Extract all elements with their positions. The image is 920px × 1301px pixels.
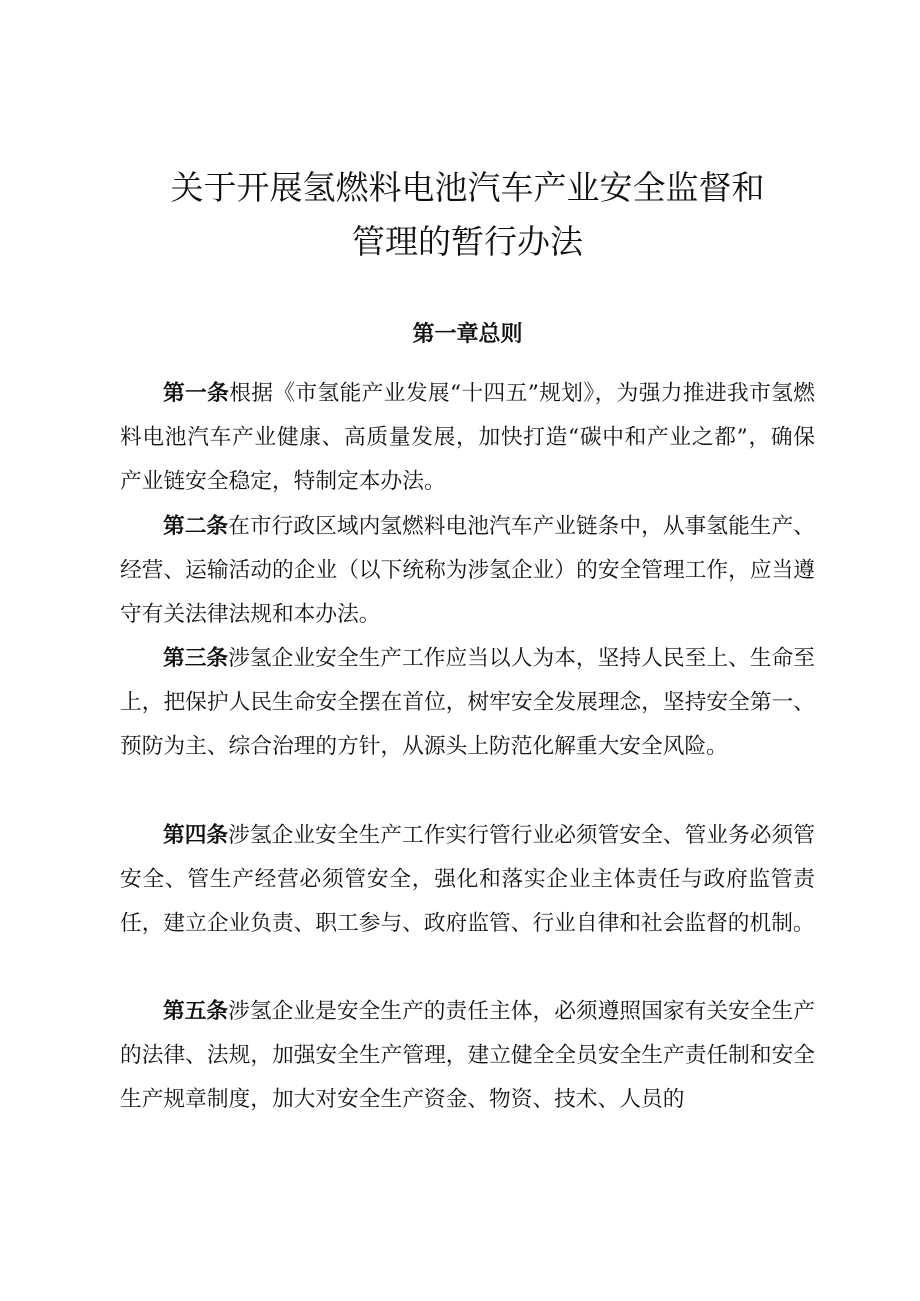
article-label-5: 第五条 bbox=[163, 999, 229, 1024]
document-title-line-2: 管理的暂行办法 bbox=[352, 222, 583, 261]
article-paragraph-5 bbox=[120, 990, 815, 1122]
article-text-1: 根据《市氢能产业发展“十四五”规划》，为强力推进我市氢燃料电池汽车产业健康、高质量发展，加快打造“碳中和产业之都”，确保产业链安全稳定，特制定本办法。 bbox=[120, 381, 815, 494]
article-text-2: 在市行政区域内氢燃料电池汽车产业链条中，从事氢能生产、经营、运输活动的企业（以下统称为涉氢企业）的安全管理工作，应当遵守有关法律法规和本办法。 bbox=[120, 514, 815, 627]
document-title-line-1: 关于开展氢燃料电池汽车产业安全监督和 bbox=[170, 168, 765, 207]
article-label-3: 第三条 bbox=[163, 646, 229, 671]
article-label-1: 第一条 bbox=[163, 381, 230, 406]
article-text-5: 涉氢企业是安全生产的责任主体，必须遵照国家有关安全生产的法律、法规，加强安全生产管理，建立健全全员安全生产责任制和安全生产规章制度，加大对安全生产资金、物资、技术、人员的 bbox=[120, 999, 815, 1112]
article-label-2: 第二条 bbox=[163, 514, 229, 539]
article-paragraph-3 bbox=[120, 637, 815, 769]
chapter-heading: 第一章总则 bbox=[412, 322, 523, 347]
article-text-3: 涉氢企业安全生产工作应当以人为本，坚持人民至上、生命至上，把保护人民生命安全摆在首位，树牢安全发展理念，坚持安全第一、预防为主、综合治理的方针，从源头上防范化解重大安全风险。 bbox=[120, 646, 815, 759]
article-label-4: 第四条 bbox=[163, 823, 229, 848]
article-paragraph-4 bbox=[120, 814, 815, 946]
article-paragraph-1 bbox=[120, 372, 815, 504]
article-text-4: 涉氢企业安全生产工作实行管行业必须管安全、管业务必须管安全、管生产经营必须管安全，强化和落实企业主体责任与政府监管责任，建立企业负责、职工参与、政府监管、行业自律和社会监督的机制。 bbox=[120, 823, 815, 936]
article-paragraph-2 bbox=[120, 505, 815, 637]
